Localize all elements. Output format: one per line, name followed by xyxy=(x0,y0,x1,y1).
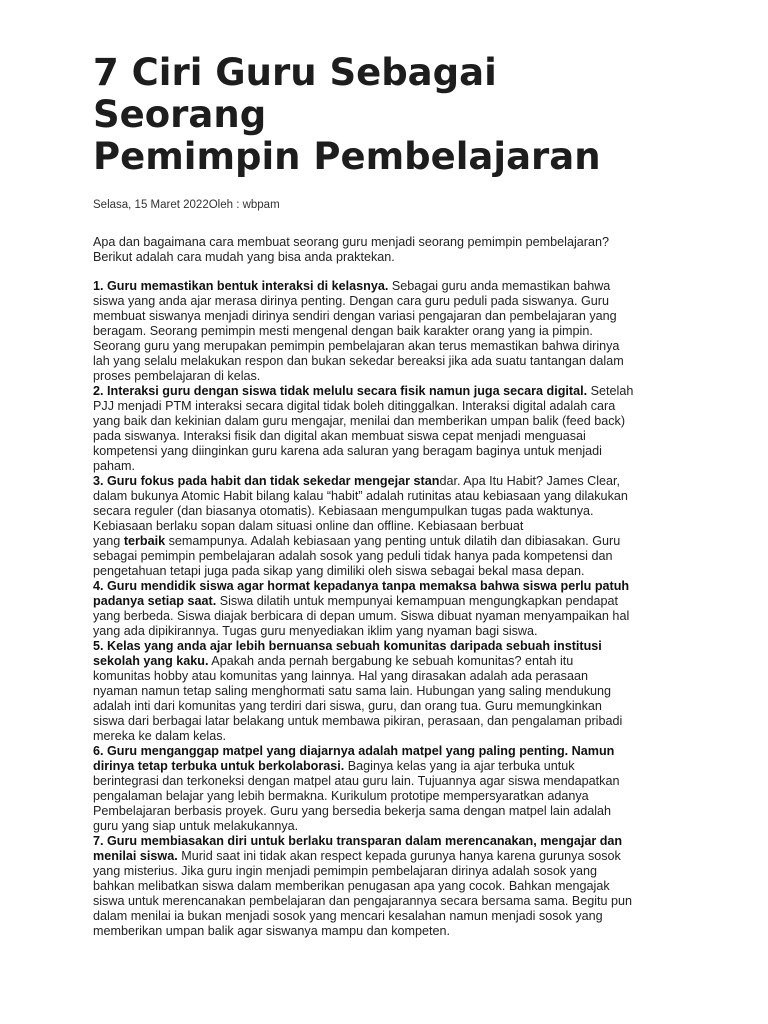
body-line: PJJ menjadi PTM interaksi secara digital tidak boleh ditinggalkan. Interaksi digital adalah cara xyxy=(93,399,616,413)
body-line: bahkan melibatkan siswa dalam memberikan penugasan apa yang cocok. Bahkan mengajak xyxy=(93,879,610,893)
title-line: 7 Ciri Guru Sebagai xyxy=(93,51,497,94)
point-6-heading-line xyxy=(93,744,683,759)
point-1-heading: 1. Guru memastikan bentuk interaksi di kelasnya. xyxy=(93,279,389,293)
body-line: secara reguler (dan biasanya otomatis). Kebiasaan mengumpulkan tugas pada waktunya. xyxy=(93,504,594,518)
point-4-heading: 4. Guru mendidik siswa agar hormat kepadanya tanpa memaksa bahwa siswa perlu patuh xyxy=(93,579,630,593)
body-text: yang xyxy=(93,534,124,548)
point-1-heading-line xyxy=(93,279,683,294)
body-line: memberikan umpan balik agar siswanya mampu dan kompeten. xyxy=(93,924,451,938)
title-line: Pemimpin Pembelajaran xyxy=(93,135,601,178)
body-line: Seorang guru yang merupakan pemimpin pembelajaran akan terus memastikan bahwa dirinya xyxy=(93,339,620,353)
body-line: paham. xyxy=(93,459,136,473)
point-6-heading-line xyxy=(93,759,683,774)
point-6-heading: 6. Guru menganggap matpel yang diajarnya adalah matpel yang paling penting. Namun xyxy=(93,744,615,758)
body-line: guru yang siap untuk melakukannya. xyxy=(93,819,299,833)
body-line: pada siswanya. Interaksi fisik dan digital akan membuat siswa cepat menjadi menguasai xyxy=(93,429,586,443)
body-line: dalam bukunya Atomic Habit bilang kalau “habit” adalah rutinitas atau kebiasaan yang dilakukan xyxy=(93,489,628,503)
point-3-heading-line xyxy=(93,474,683,489)
body-text: Murid saat ini tidak akan respect kepada gurunya hanya karena gurunya sosok xyxy=(177,849,621,863)
body-line: lah yang selalu melakukan respon dan bukan sekedar bereaksi jika ada suatu tantangan dalam xyxy=(93,354,624,368)
article-meta: Selasa, 15 Maret 2022Oleh : wbpam xyxy=(93,199,280,211)
body-line: siswa yang anda ajar merasa dirinya penting. Dengan cara guru peduli pada siswanya. Guru xyxy=(93,294,609,308)
point-4-heading-line xyxy=(93,594,683,609)
body-line: membuat siswanya menjadi dirinya sendiri dengan variasi pengajaran dan pembelajaran yang xyxy=(93,309,617,323)
point-7-heading-line xyxy=(93,834,683,849)
body-line: Pembelajaran berbasis proyek. Guru yang bersedia bekerja sama dengan matpel lain adalah xyxy=(93,804,612,818)
point-5-heading-line xyxy=(93,654,683,669)
article-body xyxy=(93,235,683,939)
body-line: komunitas hobby atau komunitas yang lainnya. Hal yang dirasakan adalah ada perasaan xyxy=(93,669,588,683)
body-line: mereka ke dalam kelas. xyxy=(93,729,226,743)
point-3-heading: 3. Guru fokus pada habit dan tidak sekedar mengejar stan xyxy=(93,474,440,488)
body-line: beragam. Seorang pemimpin mesti mengenal dengan baik karakter orang yang ia pimpin. xyxy=(93,324,593,338)
intro-line: Apa dan bagaimana cara membuat seorang guru menjadi seorang pemimpin pembelajaran? xyxy=(93,235,609,249)
body-line: siswa untuk merencanakan pembelajaran dan pengajarannya secara bersama sama. Begitu pun xyxy=(93,894,633,908)
body-text: Sebagai guru anda memastikan bahwa xyxy=(388,279,611,293)
paragraph-gap xyxy=(93,265,683,279)
body-text: Baginya kelas yang ia ajar terbuka untuk xyxy=(344,759,575,773)
body-line: kompetensi yang diinginkan guru karena ada saluran yang beragam baginya untuk menjadi xyxy=(93,444,602,458)
point-2-heading: 2. Interaksi guru dengan siswa tidak melulu secara fisik namun juga secara digital. xyxy=(93,384,588,398)
body-line xyxy=(93,534,683,549)
body-text: Siswa dilatih untuk mempunyai kemampuan mengungkapkan pendapat xyxy=(216,594,619,608)
body-line: sebagai pemimpin pembelajaran adalah sosok yang peduli tidak hanya pada kompetensi dan xyxy=(93,549,613,563)
article-title xyxy=(93,52,693,178)
body-line: siswa dari berbagai latar belakang untuk membawa pikiran, perasaan, dan pengalaman pribadi xyxy=(93,714,623,728)
point-4-heading-cont: padanya setiap saat. xyxy=(93,594,217,608)
point-5-heading-cont: sekolah yang kaku. xyxy=(93,654,209,668)
body-line: Kebiasaan berlaku sopan dalam situasi online dan offline. Kebiasaan berbuat xyxy=(93,519,524,533)
body-line: proses pembelajaran di kelas. xyxy=(93,369,261,383)
body-text: dar. Apa Itu Habit? James Clear, xyxy=(439,474,621,488)
title-line: Seorang xyxy=(93,93,267,136)
point-7-heading: 7. Guru membiasakan diri untuk berlaku transparan dalam merencanakan, mengajar dan xyxy=(93,834,623,848)
body-line: yang ada dipikirannya. Tugas guru menyediakan iklim yang nyaman bagi siswa. xyxy=(93,624,538,638)
body-line: adalah inti dari komunitas yang terdiri dari siswa, guru, dan orang tua. Guru memungkinkan xyxy=(93,699,602,713)
body-line: nyaman namun tetap saling menghormati satu sama lain. Hubungan yang saling mendukung xyxy=(93,684,612,698)
body-line: yang misterius. Jika guru ingin menjadi pemimpin pembelajaran dirinya adalah sosok yang xyxy=(93,864,598,878)
point-4-heading-line xyxy=(93,579,683,594)
point-5-heading-line xyxy=(93,639,683,654)
body-text: Setelah xyxy=(587,384,634,398)
point-5-heading: 5. Kelas yang anda ajar lebih bernuansa sebuah komunitas daripada sebuah institusi xyxy=(93,639,602,653)
body-line: berintegrasi dan terkoneksi dengan matpel atau guru lain. Tujuannya agar siswa mendapatkan xyxy=(93,774,620,788)
body-line: pengalaman belajar yang lebih bermakna. Kurikulum prototipe mempersyaratkan adanya xyxy=(93,789,589,803)
point-7-heading-cont: menilai siswa. xyxy=(93,849,178,863)
point-7-heading-line xyxy=(93,849,683,864)
point-6-heading-cont: dirinya tetap terbuka untuk berkolaborasi. xyxy=(93,759,345,773)
point-2-heading-line xyxy=(93,384,683,399)
intro-line: Berikut adalah cara mudah yang bisa anda praktekan. xyxy=(93,250,395,264)
emphasis-text: terbaik xyxy=(123,534,166,548)
body-line: pengetahuan tetapi juga pada sikap yang dimiliki oleh siswa sebagai bekal masa depan. xyxy=(93,564,585,578)
body-line: yang berbeda. Siswa diajak berbicara di depan umum. Siswa dibuat nyaman menyampaikan hal xyxy=(93,609,630,623)
body-text: Apakah anda pernah bergabung ke sebuah komunitas? entah itu xyxy=(208,654,574,668)
body-line: yang baik dan kekinian dalam guru mengajar, menilai dan memberikan umpan balik (feed back) xyxy=(93,414,626,428)
body-text: semampunya. Adalah kebiasaan yang penting untuk dilatih dan dibiasakan. Guru xyxy=(165,534,621,548)
body-line: dalam menilai ia bukan menjadi sosok yang mencari kesalahan namun menjadi sosok yang xyxy=(93,909,603,923)
